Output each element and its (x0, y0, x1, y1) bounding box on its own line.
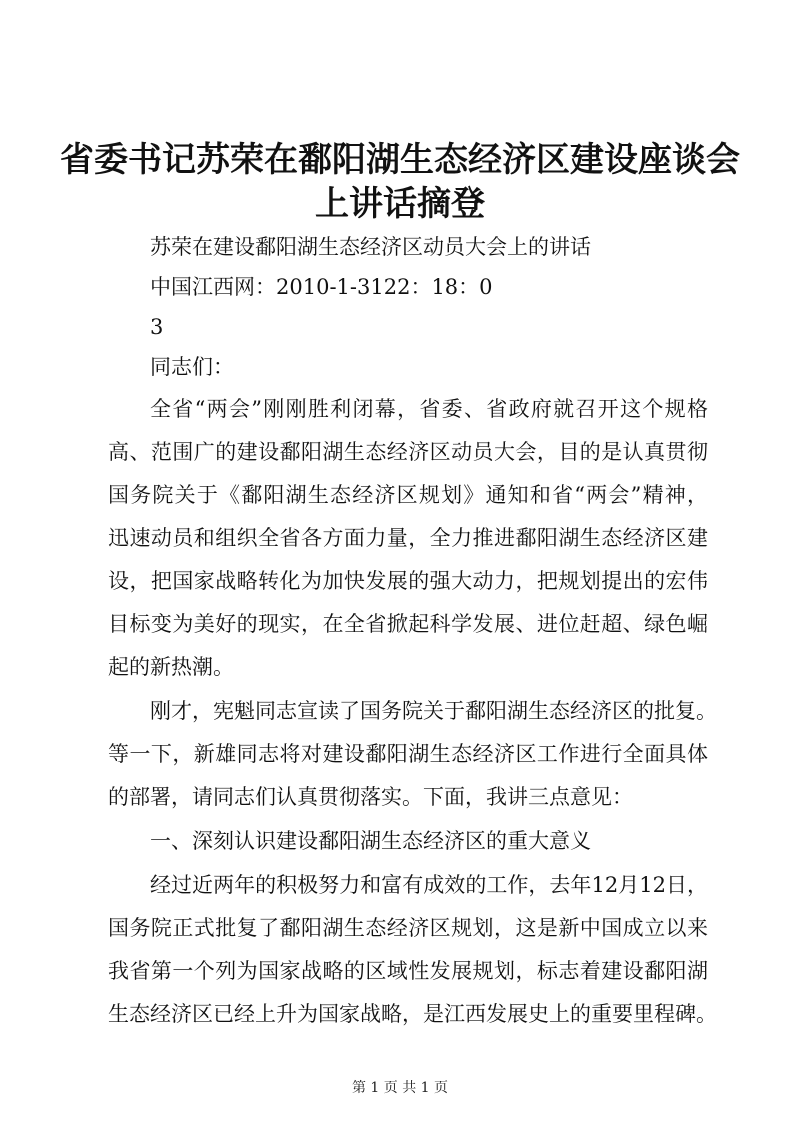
salutation: 同志们： (150, 355, 234, 379)
paragraph-line: 迅速动员和组织全省各方面力量，全力推进鄱阳湖生态经济区建 (108, 526, 708, 550)
subtitle-line: 苏荣在建设鄱阳湖生态经济区动员大会上的讲话 (150, 235, 591, 259)
paragraph-line: 经过近两年的积极努力和富有成效的工作，去年12月12日， (150, 873, 708, 897)
paragraph-line: 我省第一个列为国家战略的区域性发展规划，标志着建设鄱阳湖 (108, 959, 708, 983)
paragraph-line: 国务院关于《鄱阳湖生态经济区规划》通知和省“两会”精神， (108, 483, 708, 507)
paragraph-line: 高、范围广的建设鄱阳湖生态经济区动员大会，目的是认真贯彻 (108, 440, 708, 464)
paragraph-line: 等一下，新雄同志将对建设鄱阳湖生态经济区工作进行全面具体 (108, 742, 708, 766)
page-footer: 第 1 页 共 1 页 (351, 1080, 449, 1096)
section-heading: 一、深刻认识建设鄱阳湖生态经济区的重大意义 (150, 829, 591, 853)
source-line: 中国江西网：2010-1-3122：18：0 (150, 275, 493, 299)
paragraph-line: 国务院正式批复了鄱阳湖生态经济区规划，这是新中国成立以来 (108, 916, 708, 940)
paragraph-line: 全省“两会”刚刚胜利闭幕，省委、省政府就召开这个规格 (150, 397, 708, 421)
paragraph-line: 生态经济区已经上升为国家战略，是江西发展史上的重要里程碑。 (108, 1002, 717, 1026)
document-title-line-2: 上讲话摘登 (315, 184, 485, 224)
paragraph-line: 起的新热潮。 (108, 655, 234, 679)
source-line-continued: 3 (150, 315, 164, 339)
paragraph-line: 目标变为美好的现实，在全省掀起科学发展、进位赶超、绿色崛 (108, 612, 708, 636)
paragraph-line: 的部署，请同志们认真贯彻落实。下面，我讲三点意见： (108, 785, 633, 809)
paragraph-line: 设，把国家战略转化为加快发展的强大动力，把规划提出的宏伟 (108, 569, 708, 593)
document-title-line-1: 省委书记苏荣在鄱阳湖生态经济区建设座谈会 (60, 140, 740, 180)
paragraph-line: 刚才，宪魁同志宣读了国务院关于鄱阳湖生态经济区的批复。 (150, 699, 717, 723)
